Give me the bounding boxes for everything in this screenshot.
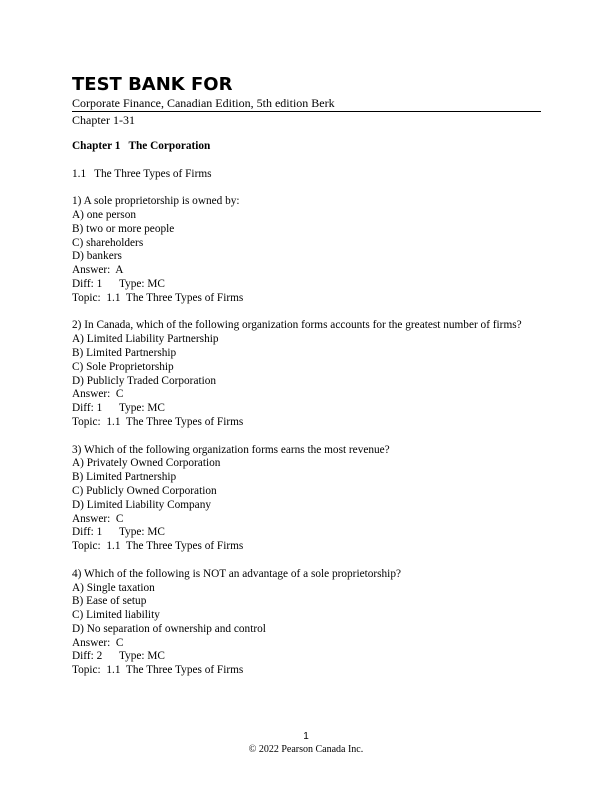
option-d: D) Publicly Traded Corporation xyxy=(72,374,217,387)
document-title: TEST BANK FOR xyxy=(72,74,233,95)
answer: Answer: A xyxy=(72,264,124,277)
option-a: A) one person xyxy=(72,208,136,221)
option-d: D) Limited Liability Company xyxy=(72,498,211,511)
header-divider xyxy=(72,111,541,112)
copyright-notice: © 2022 Pearson Canada Inc. xyxy=(248,744,364,755)
question-block xyxy=(72,568,542,678)
option-b: B) two or more people xyxy=(72,222,175,235)
question-block xyxy=(72,319,542,429)
question-block xyxy=(72,444,542,554)
option-b: B) Limited Partnership xyxy=(72,471,177,484)
difficulty-type: Diff: 1 Type: MC xyxy=(72,277,165,290)
option-d: D) No separation of ownership and control xyxy=(72,622,266,635)
option-a: A) Single taxation xyxy=(72,581,155,594)
difficulty-type: Diff: 1 Type: MC xyxy=(72,526,165,539)
document-body xyxy=(72,140,542,692)
option-d: D) bankers xyxy=(72,250,122,263)
option-a: A) Privately Owned Corporation xyxy=(72,457,221,470)
question-block xyxy=(72,195,542,305)
option-c: C) Publicly Owned Corporation xyxy=(72,484,217,497)
topic: Topic: 1.1 The Three Types of Firms xyxy=(72,415,244,428)
option-c: C) shareholders xyxy=(72,236,144,249)
difficulty-type: Diff: 1 Type: MC xyxy=(72,402,165,415)
question-stem: 1) A sole proprietorship is owned by: xyxy=(72,195,240,208)
topic: Topic: 1.1 The Three Types of Firms xyxy=(72,540,244,553)
question-stem: 3) Which of the following organization forms earns the most revenue? xyxy=(72,443,390,456)
chapter-title: The Corporation xyxy=(128,140,211,152)
topic: Topic: 1.1 The Three Types of Firms xyxy=(72,291,244,304)
option-c: C) Sole Proprietorship xyxy=(72,360,174,373)
option-b: B) Ease of setup xyxy=(72,595,147,608)
book-subtitle: Corporate Finance, Canadian Edition, 5th edition Berk xyxy=(72,96,335,110)
option-c: C) Limited liability xyxy=(72,609,160,622)
section-heading xyxy=(72,168,542,182)
option-b: B) Limited Partnership xyxy=(72,346,177,359)
answer: Answer: C xyxy=(72,388,124,401)
page-number: 1 xyxy=(303,731,309,742)
section-title: The Three Types of Firms xyxy=(94,167,212,180)
option-a: A) Limited Liability Partnership xyxy=(72,333,219,346)
chapter-heading xyxy=(72,140,542,154)
topic: Topic: 1.1 The Three Types of Firms xyxy=(72,664,244,677)
answer: Answer: C xyxy=(72,636,124,649)
question-stem: 2) In Canada, which of the following organization forms accounts for the greatest number of firms? xyxy=(72,319,522,332)
chapter-range: Chapter 1-31 xyxy=(72,113,135,127)
section-number: 1.1 xyxy=(72,167,87,180)
question-stem: 4) Which of the following is NOT an advantage of a sole proprietorship? xyxy=(72,567,401,580)
chapter-number: Chapter 1 xyxy=(72,140,121,152)
answer: Answer: C xyxy=(72,512,124,525)
difficulty-type: Diff: 2 Type: MC xyxy=(72,650,165,663)
